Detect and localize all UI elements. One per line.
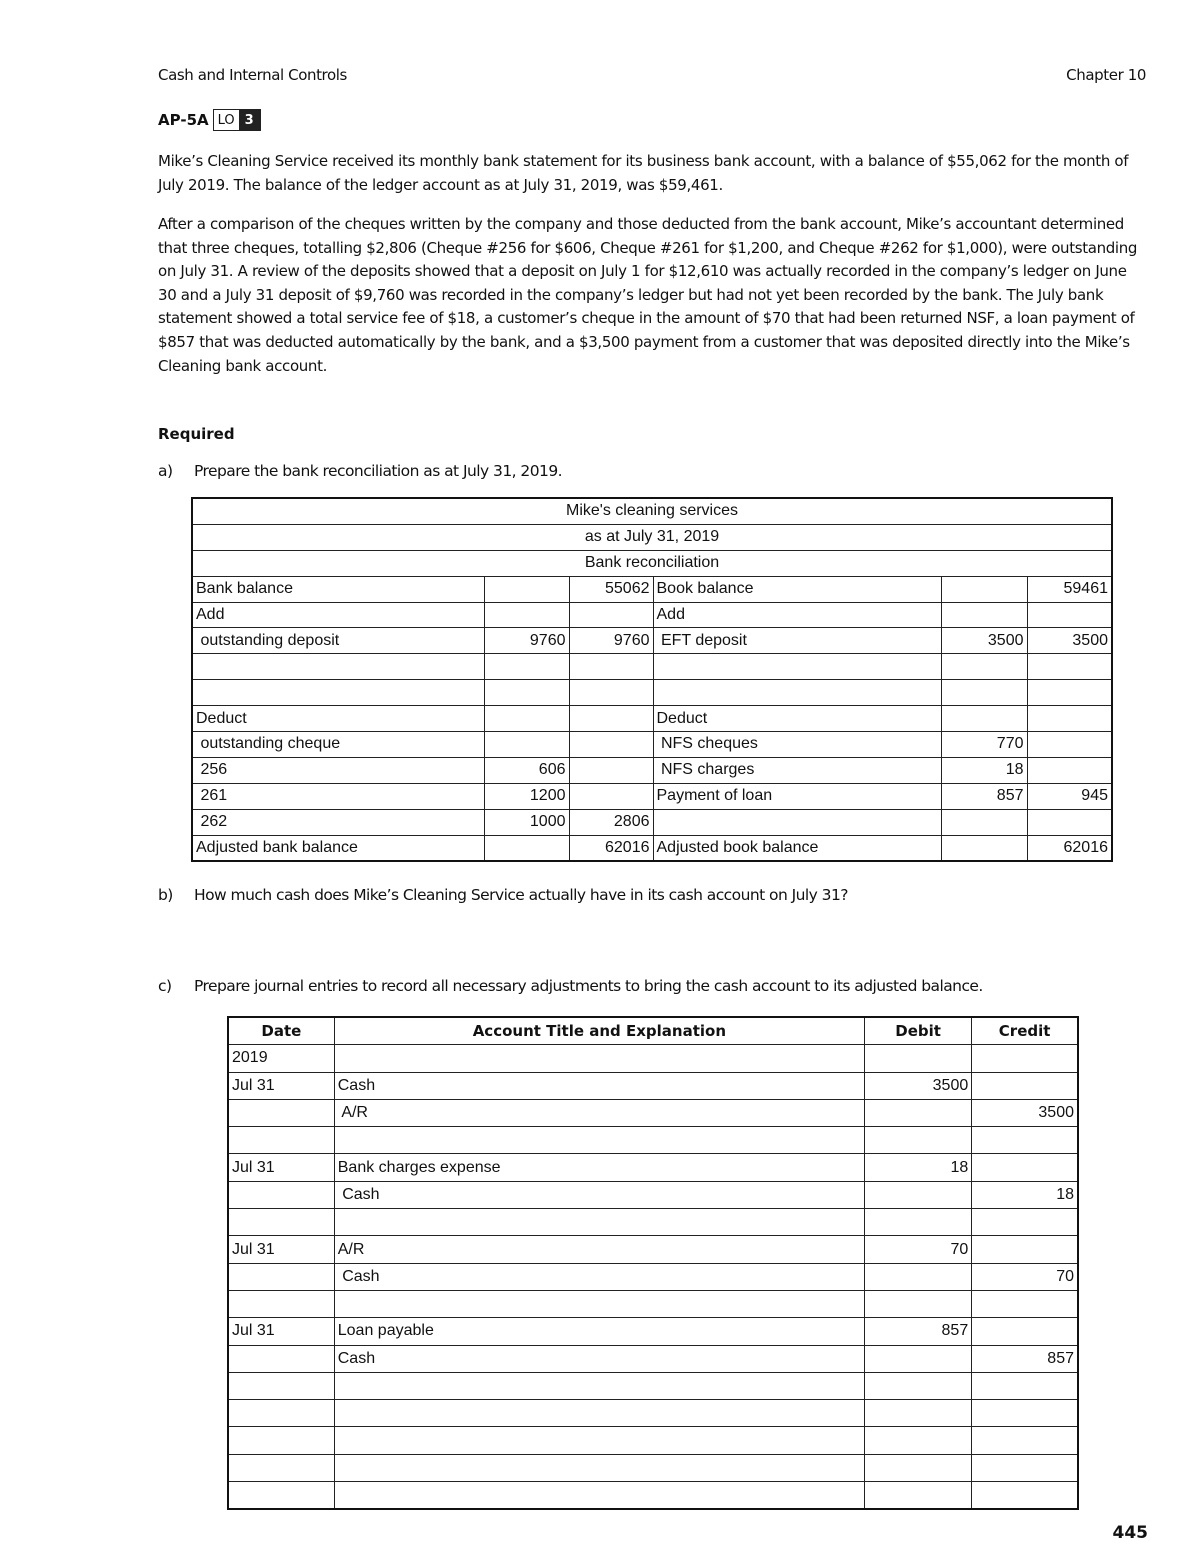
journal-credit-cell xyxy=(972,1372,1078,1399)
journal-row xyxy=(228,1318,1078,1345)
reconciliation-cell: 262 xyxy=(192,809,484,835)
journal-date-cell xyxy=(228,1209,334,1236)
reconciliation-cell xyxy=(484,654,569,680)
reconciliation-cell: 256 xyxy=(192,757,484,783)
journal-date-cell: Jul 31 xyxy=(228,1318,334,1345)
reconciliation-cell: Adjusted book balance xyxy=(653,835,941,861)
journal-account-cell xyxy=(334,1290,864,1317)
running-header-left: Cash and Internal Controls xyxy=(158,66,347,84)
reconciliation-cell xyxy=(569,680,653,706)
journal-row xyxy=(228,1236,1078,1263)
reconciliation-cell: NFS charges xyxy=(653,757,941,783)
reconciliation-cell xyxy=(484,576,569,602)
journal-date-cell xyxy=(228,1181,334,1208)
journal-row xyxy=(228,1400,1078,1427)
journal-debit-cell xyxy=(864,1345,971,1372)
journal-account-cell: Cash xyxy=(334,1181,864,1208)
journal-debit-cell xyxy=(864,1099,971,1126)
journal-credit-cell: 857 xyxy=(972,1345,1078,1372)
required-heading: Required xyxy=(158,425,235,443)
reconciliation-cell xyxy=(569,783,653,809)
problem-id: AP-5A xyxy=(158,111,209,129)
reconciliation-cell xyxy=(941,654,1027,680)
running-header-right: Chapter 10 xyxy=(1066,66,1146,84)
journal-debit-cell xyxy=(864,1427,971,1454)
journal-credit-cell xyxy=(972,1454,1078,1481)
reconciliation-cell: 2806 xyxy=(569,809,653,835)
reconciliation-cell xyxy=(569,757,653,783)
reconciliation-cell: 9760 xyxy=(569,628,653,654)
reconciliation-cell: Add xyxy=(192,602,484,628)
journal-date-cell xyxy=(228,1372,334,1399)
journal-row xyxy=(228,1372,1078,1399)
journal-date-cell xyxy=(228,1400,334,1427)
reconciliation-cell xyxy=(1027,757,1112,783)
journal-account-cell xyxy=(334,1400,864,1427)
question-b: b) How much cash does Mike’s Cleaning Service actually have in its cash account on July 31? xyxy=(158,886,848,904)
journal-credit-cell xyxy=(972,1072,1078,1099)
journal-credit-cell xyxy=(972,1045,1078,1072)
reconciliation-cell xyxy=(1027,654,1112,680)
journal-header-row xyxy=(228,1017,1078,1045)
journal-account-cell xyxy=(334,1427,864,1454)
reconciliation-cell: 1000 xyxy=(484,809,569,835)
page-number: 445 xyxy=(1112,1523,1148,1543)
reconciliation-cell xyxy=(653,680,941,706)
journal-date-cell xyxy=(228,1482,334,1510)
journal-credit-cell xyxy=(972,1236,1078,1263)
journal-credit-cell xyxy=(972,1427,1078,1454)
journal-credit-cell: 70 xyxy=(972,1263,1078,1290)
journal-row xyxy=(228,1345,1078,1372)
journal-row xyxy=(228,1482,1078,1510)
journal-account-cell: A/R xyxy=(334,1099,864,1126)
reconciliation-cell: 62016 xyxy=(569,835,653,861)
journal-debit-cell xyxy=(864,1400,971,1427)
journal-debit-cell xyxy=(864,1045,971,1072)
journal-row xyxy=(228,1181,1078,1208)
journal-account-cell: Cash xyxy=(334,1345,864,1372)
journal-credit-cell xyxy=(972,1400,1078,1427)
question-c: c) Prepare journal entries to record all necessary adjustments to bring the cash account to its adjusted balance. xyxy=(158,977,983,995)
journal-date-cell xyxy=(228,1454,334,1481)
journal-row xyxy=(228,1154,1078,1181)
journal-debit-cell xyxy=(864,1127,971,1154)
journal-debit-cell xyxy=(864,1454,971,1481)
journal-account-cell xyxy=(334,1127,864,1154)
journal-date-cell xyxy=(228,1345,334,1372)
problem-paragraph-2: After a comparison of the cheques written by the company and those deducted from the bank account, Mike’s accountant determined that three cheques, totalling $2,806 (Cheque #256 for $606, Cheque #261 for $1,200, and Cheque #262 for $1,000), were outstanding on July 31. A review of the deposits showed that a deposit on July 1 for $12,610 was actually recorded in the company’s ledger on June 30 and a July 31 deposit of $9,760 was recorded in the company’s ledger but had not yet been recorded by the bank. The July bank statement showed a total service fee of $18, a customer’s cheque in the amount of $70 that had been returned NSF, a loan payment of $857 that was deducted automatically by the bank, and a $3,500 payment from a customer that was deposited directly into the Mike’s Cleaning bank account. xyxy=(158,215,1138,375)
journal-row xyxy=(228,1072,1078,1099)
reconciliation-cell: 770 xyxy=(941,732,1027,758)
journal-credit-cell xyxy=(972,1290,1078,1317)
reconciliation-cell xyxy=(484,706,569,732)
reconciliation-cell: 857 xyxy=(941,783,1027,809)
reconciliation-row xyxy=(192,783,1112,809)
journal-date-cell: Jul 31 xyxy=(228,1072,334,1099)
reconciliation-cell: 606 xyxy=(484,757,569,783)
journal-credit-cell xyxy=(972,1127,1078,1154)
learning-objective-badge: LO 3 xyxy=(213,109,261,131)
reconciliation-row xyxy=(192,576,1112,602)
reconciliation-cell: 62016 xyxy=(1027,835,1112,861)
reconciliation-cell xyxy=(484,680,569,706)
reconciliation-cell: 3500 xyxy=(941,628,1027,654)
journal-row xyxy=(228,1454,1078,1481)
journal-debit-cell: 857 xyxy=(864,1318,971,1345)
reconciliation-cell: Add xyxy=(653,602,941,628)
journal-credit-cell xyxy=(972,1209,1078,1236)
journal-date-cell: Jul 31 xyxy=(228,1154,334,1181)
journal-credit-cell: 3500 xyxy=(972,1099,1078,1126)
reconciliation-cell: 59461 xyxy=(1027,576,1112,602)
journal-debit-cell xyxy=(864,1372,971,1399)
reconciliation-row xyxy=(192,732,1112,758)
reconciliation-cell xyxy=(1027,809,1112,835)
reconciliation-cell xyxy=(1027,602,1112,628)
journal-account-cell xyxy=(334,1482,864,1510)
reconciliation-cell: NFS cheques xyxy=(653,732,941,758)
date-column-header: Date xyxy=(228,1017,334,1045)
journal-date-cell xyxy=(228,1427,334,1454)
journal-row xyxy=(228,1427,1078,1454)
journal-debit-cell xyxy=(864,1263,971,1290)
journal-account-cell xyxy=(334,1045,864,1072)
journal-account-cell: Bank charges expense xyxy=(334,1154,864,1181)
journal-entries-table xyxy=(227,1016,1079,1510)
reconciliation-row xyxy=(192,680,1112,706)
reconciliation-cell: 55062 xyxy=(569,576,653,602)
reconciliation-cell xyxy=(941,706,1027,732)
reconciliation-cell xyxy=(484,732,569,758)
journal-date-cell xyxy=(228,1290,334,1317)
journal-row xyxy=(228,1045,1078,1072)
journal-date-cell: 2019 xyxy=(228,1045,334,1072)
journal-credit-cell: 18 xyxy=(972,1181,1078,1208)
reconciliation-cell: Deduct xyxy=(653,706,941,732)
reconciliation-cell xyxy=(1027,732,1112,758)
reconciliation-row xyxy=(192,809,1112,835)
reconciliation-cell: outstanding deposit xyxy=(192,628,484,654)
reconciliation-cell: EFT deposit xyxy=(653,628,941,654)
journal-account-cell: Loan payable xyxy=(334,1318,864,1345)
journal-date-cell xyxy=(228,1099,334,1126)
reconciliation-cell xyxy=(192,680,484,706)
reconciliation-cell: Adjusted bank balance xyxy=(192,835,484,861)
journal-account-cell xyxy=(334,1372,864,1399)
reconciliation-cell xyxy=(941,809,1027,835)
reconciliation-cell: 945 xyxy=(1027,783,1112,809)
reconciliation-cell xyxy=(1027,706,1112,732)
reconciliation-title-row: Bank reconciliation xyxy=(192,550,1112,576)
journal-credit-cell xyxy=(972,1154,1078,1181)
journal-credit-cell xyxy=(972,1482,1078,1510)
reconciliation-row xyxy=(192,602,1112,628)
reconciliation-cell: 1200 xyxy=(484,783,569,809)
reconciliation-cell: 18 xyxy=(941,757,1027,783)
journal-account-cell: Cash xyxy=(334,1072,864,1099)
reconciliation-cell xyxy=(484,602,569,628)
journal-date-cell: Jul 31 xyxy=(228,1236,334,1263)
journal-debit-cell: 3500 xyxy=(864,1072,971,1099)
reconciliation-cell xyxy=(569,706,653,732)
journal-debit-cell: 70 xyxy=(864,1236,971,1263)
journal-debit-cell xyxy=(864,1482,971,1510)
problem-code xyxy=(158,109,261,131)
journal-date-cell xyxy=(228,1127,334,1154)
journal-row xyxy=(228,1290,1078,1317)
reconciliation-row xyxy=(192,654,1112,680)
reconciliation-row xyxy=(192,706,1112,732)
reconciliation-cell xyxy=(569,732,653,758)
reconciliation-cell xyxy=(941,576,1027,602)
journal-account-cell: Cash xyxy=(334,1263,864,1290)
journal-date-cell xyxy=(228,1263,334,1290)
reconciliation-row xyxy=(192,628,1112,654)
reconciliation-cell: Payment of loan xyxy=(653,783,941,809)
journal-debit-cell xyxy=(864,1209,971,1236)
journal-credit-cell xyxy=(972,1318,1078,1345)
reconciliation-cell xyxy=(941,602,1027,628)
reconciliation-cell: Bank balance xyxy=(192,576,484,602)
reconciliation-cell xyxy=(484,835,569,861)
journal-debit-cell xyxy=(864,1290,971,1317)
problem-paragraph-1: Mike’s Cleaning Service received its monthly bank statement for its business bank account, with a balance of $55,062 for the month of July 2019. The balance of the ledger account as at July 31, 2019, was $59,461. xyxy=(158,152,1129,194)
reconciliation-title-row: Mike's cleaning services xyxy=(192,498,1112,524)
reconciliation-cell xyxy=(941,835,1027,861)
reconciliation-cell xyxy=(569,602,653,628)
reconciliation-cell xyxy=(569,654,653,680)
journal-row xyxy=(228,1127,1078,1154)
reconciliation-cell xyxy=(653,654,941,680)
reconciliation-row xyxy=(192,757,1112,783)
reconciliation-cell xyxy=(192,654,484,680)
reconciliation-cell xyxy=(941,680,1027,706)
journal-row xyxy=(228,1099,1078,1126)
reconciliation-cell: outstanding cheque xyxy=(192,732,484,758)
journal-row xyxy=(228,1209,1078,1236)
reconciliation-row xyxy=(192,835,1112,861)
journal-debit-cell xyxy=(864,1181,971,1208)
journal-account-cell: A/R xyxy=(334,1236,864,1263)
reconciliation-cell xyxy=(653,809,941,835)
reconciliation-cell xyxy=(1027,680,1112,706)
reconciliation-cell: 3500 xyxy=(1027,628,1112,654)
journal-debit-cell: 18 xyxy=(864,1154,971,1181)
reconciliation-cell: Book balance xyxy=(653,576,941,602)
reconciliation-title-row: as at July 31, 2019 xyxy=(192,524,1112,550)
debit-column-header: Debit xyxy=(864,1017,971,1045)
bank-reconciliation-table xyxy=(191,497,1113,862)
reconciliation-cell: 9760 xyxy=(484,628,569,654)
journal-account-cell xyxy=(334,1209,864,1236)
reconciliation-cell: Deduct xyxy=(192,706,484,732)
question-a: a) Prepare the bank reconciliation as at July 31, 2019. xyxy=(158,462,563,480)
reconciliation-cell: 261 xyxy=(192,783,484,809)
journal-row xyxy=(228,1263,1078,1290)
journal-account-cell xyxy=(334,1454,864,1481)
account-column-header: Account Title and Explanation xyxy=(334,1017,864,1045)
credit-column-header: Credit xyxy=(972,1017,1078,1045)
